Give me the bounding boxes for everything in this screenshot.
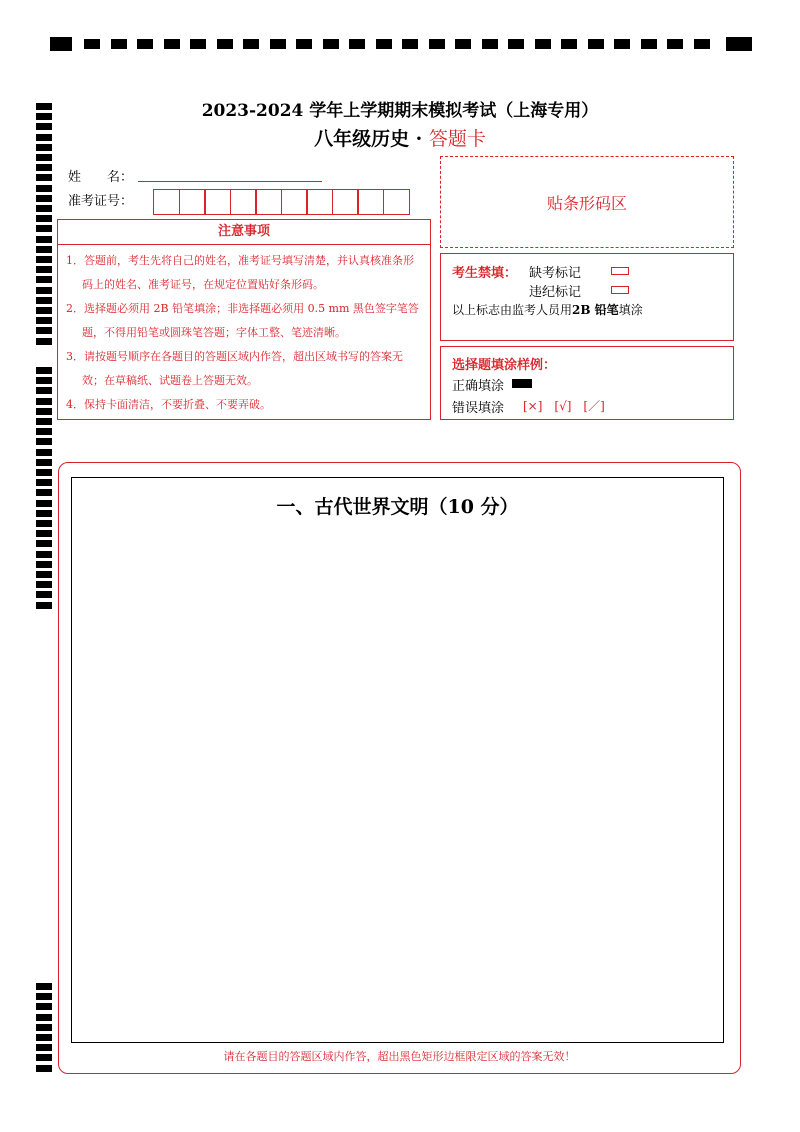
card-title	[0, 124, 800, 151]
timing-mark	[36, 276, 52, 283]
timing-mark	[36, 338, 52, 345]
answer-area-warning: 请在各题目的答题区域内作答，超出黑色矩形边框限定区域的答案无效！	[223, 1050, 576, 1063]
timing-mark	[36, 164, 52, 171]
timing-mark	[667, 39, 683, 49]
timing-mark	[36, 530, 52, 537]
timing-mark	[36, 428, 52, 435]
section-title: 一、古代世界文明（10 分）	[276, 496, 519, 518]
timing-mark	[588, 39, 604, 49]
timing-mark	[36, 256, 52, 263]
timing-mark	[36, 520, 52, 527]
timing-mark	[641, 39, 657, 49]
timing-mark	[36, 185, 52, 192]
timing-mark	[36, 1044, 52, 1051]
wrong-fill-label: 错误填涂	[452, 401, 505, 416]
left-timing-marks	[0, 0, 60, 1132]
timing-mark	[726, 37, 752, 51]
timing-mark	[349, 39, 365, 49]
timing-mark	[36, 561, 52, 568]
timing-mark	[36, 287, 52, 294]
absent-mark-label: 缺考标记	[529, 266, 582, 281]
notice-item: 1．答题前，考生先将自己的姓名，准考证号填写清楚，并认真核准条形码上的姓名、准考证号，在规定位置贴好条形码。	[66, 254, 414, 291]
timing-mark	[36, 479, 52, 486]
barcode-area	[440, 156, 734, 248]
id-digit-box[interactable]	[383, 189, 410, 215]
timing-mark	[36, 983, 52, 990]
forbid-note: 以上标志由监考人员用2B 铅笔填涂	[452, 303, 643, 317]
id-label: 准考证号：	[68, 194, 134, 209]
timing-mark	[36, 327, 52, 334]
notice-item: 4．保持卡面清洁，不要折叠、不要弄破。	[66, 398, 271, 411]
timing-mark	[36, 307, 52, 314]
id-digit-box[interactable]	[281, 189, 308, 215]
timing-mark	[36, 500, 52, 507]
timing-mark	[217, 39, 233, 49]
name-label: 姓 名：	[68, 170, 134, 185]
timing-mark	[36, 438, 52, 445]
timing-mark	[36, 571, 52, 578]
timing-mark	[36, 489, 52, 496]
timing-mark	[429, 39, 445, 49]
timing-mark	[36, 1003, 52, 1010]
timing-mark	[36, 469, 52, 476]
timing-mark	[36, 205, 52, 212]
timing-mark	[36, 297, 52, 304]
id-digit-box[interactable]	[306, 189, 333, 215]
timing-mark	[36, 1034, 52, 1041]
sample-title: 选择题填涂样例：	[452, 358, 557, 373]
id-digit-box[interactable]	[332, 189, 359, 215]
notice-title: 注意事项	[58, 220, 430, 245]
timing-mark	[36, 591, 52, 598]
timing-mark	[694, 39, 710, 49]
timing-mark	[36, 195, 52, 202]
timing-mark	[111, 39, 127, 49]
timing-mark	[36, 540, 52, 547]
examinee-forbid-box	[440, 253, 734, 341]
top-timing-marks	[50, 37, 752, 51]
violation-mark-box[interactable]	[611, 282, 629, 297]
timing-mark	[36, 215, 52, 222]
timing-mark	[376, 39, 392, 49]
timing-mark	[36, 1014, 52, 1021]
timing-mark	[614, 39, 630, 49]
notice-item: 3．请按题号顺序在各题目的答题区域内作答，超出区域书写的答案无效；在草稿纸、试题卷上答题无效。	[66, 350, 403, 387]
correct-fill-label: 正确填涂	[452, 379, 505, 394]
name-input-line[interactable]	[138, 180, 322, 182]
timing-mark	[36, 236, 52, 243]
timing-mark	[164, 39, 180, 49]
timing-mark	[243, 39, 259, 49]
timing-mark	[36, 154, 52, 161]
notice-item: 2．选择题必须用 2B 铅笔填涂；非选择题必须用 0.5 mm 黑色签字笔答题，不得用铅笔或圆珠笔答题；字体工整、笔迹清晰。	[66, 302, 419, 339]
timing-mark	[36, 408, 52, 415]
id-digit-box[interactable]	[204, 189, 231, 215]
timing-mark	[36, 367, 52, 374]
correct-fill-example	[512, 379, 532, 388]
timing-mark	[36, 225, 52, 232]
wrong-fill-examples: [×] [√] [／]	[523, 399, 605, 413]
id-digit-box[interactable]	[153, 189, 180, 215]
timing-mark	[36, 387, 52, 394]
fill-sample-box	[440, 346, 734, 420]
timing-mark	[455, 39, 471, 49]
id-digit-box[interactable]	[230, 189, 257, 215]
absent-mark-box[interactable]	[611, 263, 629, 278]
timing-mark	[36, 602, 52, 609]
timing-mark	[36, 993, 52, 1000]
timing-mark	[36, 459, 52, 466]
id-number-boxes[interactable]	[153, 189, 410, 215]
timing-mark	[36, 449, 52, 456]
timing-mark	[36, 398, 52, 405]
timing-mark	[36, 174, 52, 181]
timing-mark	[137, 39, 153, 49]
timing-mark	[508, 39, 524, 49]
card-title-answer-sheet: 答题卡	[428, 128, 486, 150]
timing-mark	[323, 39, 339, 49]
timing-mark	[36, 551, 52, 558]
timing-mark	[36, 1054, 52, 1061]
timing-mark	[36, 1065, 52, 1072]
forbid-label: 考生禁填：	[452, 266, 518, 281]
timing-mark	[270, 39, 286, 49]
timing-mark	[36, 1024, 52, 1031]
timing-mark	[535, 39, 551, 49]
timing-mark	[36, 266, 52, 273]
timing-mark	[36, 581, 52, 588]
timing-mark	[482, 39, 498, 49]
exam-title: 2023-2024 学年上学期期末模拟考试（上海专用）	[201, 101, 599, 121]
answer-area[interactable]	[71, 477, 724, 1043]
card-title-subject: 八年级历史 ·	[314, 128, 429, 150]
notice-box	[57, 219, 431, 420]
timing-mark	[296, 39, 312, 49]
timing-mark	[84, 39, 100, 49]
id-digit-box[interactable]	[255, 189, 282, 215]
timing-mark	[561, 39, 577, 49]
timing-mark	[36, 510, 52, 517]
id-digit-box[interactable]	[357, 189, 384, 215]
timing-mark	[36, 246, 52, 253]
timing-mark	[36, 317, 52, 324]
violation-mark-label: 违纪标记	[529, 285, 582, 300]
timing-mark	[36, 418, 52, 425]
timing-mark	[402, 39, 418, 49]
notice-list	[58, 245, 430, 417]
barcode-label: 贴条形码区	[546, 193, 627, 213]
timing-mark	[36, 377, 52, 384]
id-digit-box[interactable]	[179, 189, 206, 215]
timing-mark	[190, 39, 206, 49]
